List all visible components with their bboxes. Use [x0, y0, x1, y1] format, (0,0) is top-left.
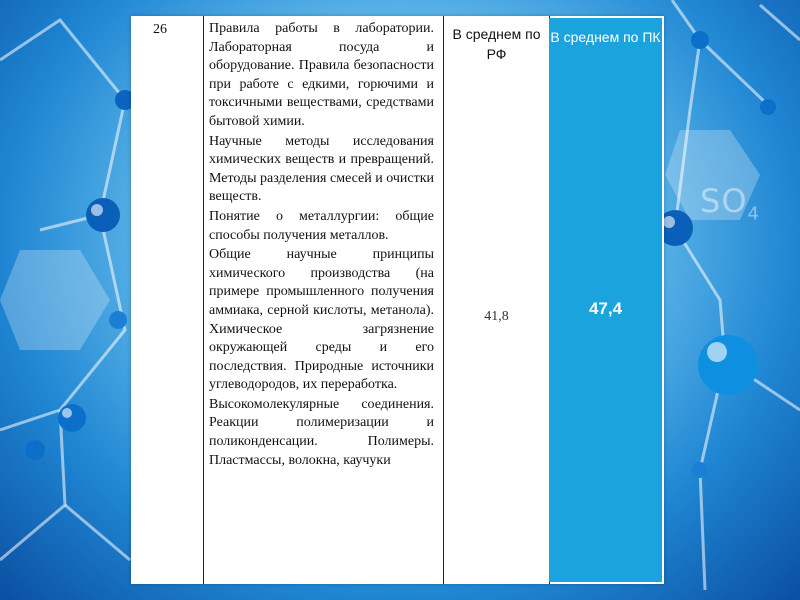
pk-average-header-display: В среднем по ПК	[550, 29, 661, 45]
topic-paragraph: Научные методы исследования химических веществ и превращений. Методы разделения смесей и очистки веществ.	[209, 133, 435, 205]
pk-average-column-overlay	[549, 18, 662, 582]
rf-average-header: В среднем по РФ	[452, 26, 541, 62]
topic-description-cell	[204, 16, 444, 584]
rf-average-value: 41,8	[484, 309, 509, 324]
topic-text	[209, 20, 434, 471]
row-number-cell	[131, 16, 204, 584]
topic-paragraph: Высокомолекулярные соединения. Реакции полимеризации и поликонденсации. Полимеры. Пластмассы, волокна, каучуки	[209, 396, 434, 468]
so4-formula: $SO_4$	[700, 182, 760, 225]
topic-paragraph: Общие научные принципы химического производства (на примере промышленного получения аммиака, серной кислоты, метанола). Химическое загрязнение окружающей среды и его последствия. Природные источники углеводородов, их переработка.	[209, 247, 434, 393]
pk-average-value-display: 47,4	[588, 299, 623, 318]
topic-paragraph: Понятие о металлургии: общие способы получения металлов.	[209, 208, 434, 243]
topic-paragraph: Правила работы в лаборатории. Лабораторная посуда и оборудование. Правила безопасности при работе с едкими, горючими и токсичными веществами, средствами бытовой химии.	[209, 21, 434, 129]
row-number: 26	[153, 22, 167, 37]
rf-average-column	[444, 16, 550, 584]
